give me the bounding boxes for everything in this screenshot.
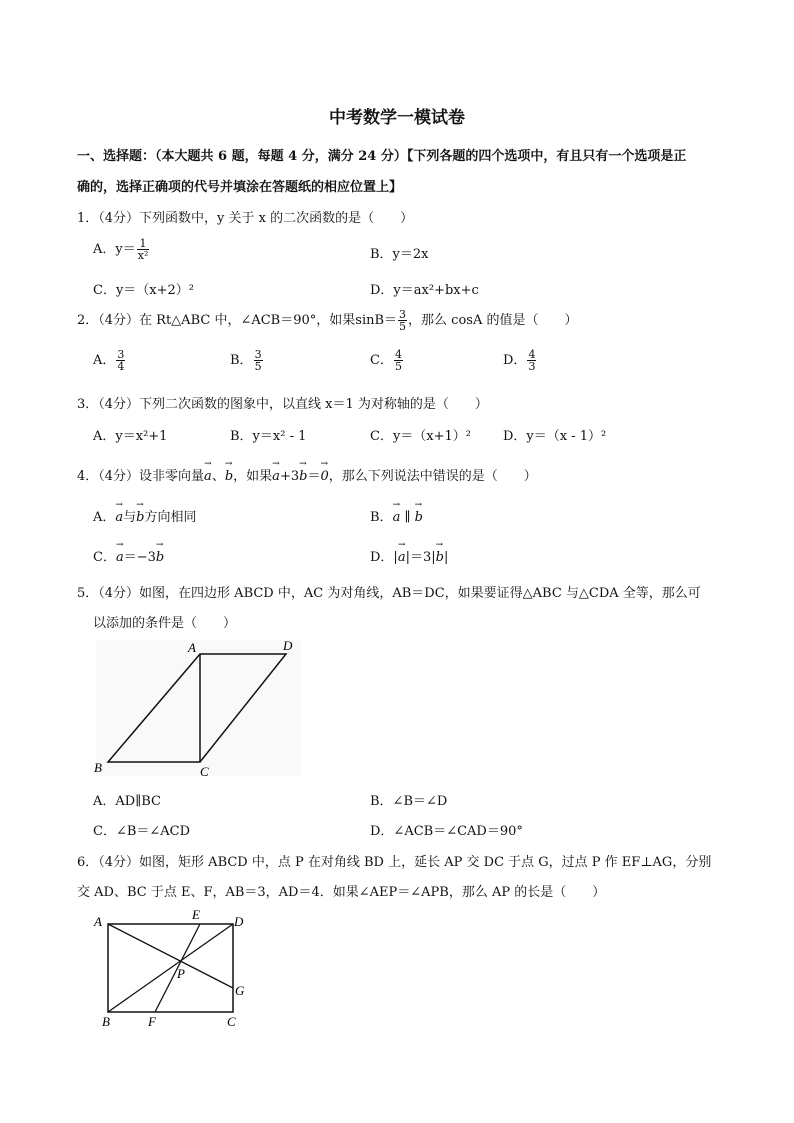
- vertex-label-c: C: [227, 1014, 236, 1029]
- question-2-option-a: [93, 349, 126, 372]
- option-text: |＝3|: [405, 550, 436, 565]
- vector-a: → a: [115, 510, 123, 525]
- denominator: 5: [254, 360, 262, 373]
- numerator: 4: [394, 348, 402, 361]
- question-6-figure: [90, 906, 255, 1031]
- question-3-option-d: D．y＝（x - 1）²: [503, 429, 607, 444]
- numerator: 3: [117, 348, 125, 361]
- question-2-option-d: [503, 349, 537, 372]
- question-5-line-1: 5．（4分）如图，在四边形 ABCD 中，AC 为对角线，AB＝DC，如果要证得△ABC 与△CDA 全等，那么可: [77, 586, 701, 601]
- question-1-option-a: [93, 238, 150, 261]
- option-label: A．: [93, 353, 116, 368]
- question-5-option-b: B．∠B＝∠D: [370, 794, 448, 809]
- vector-a: → a: [398, 550, 406, 565]
- figure-background: [96, 640, 301, 776]
- question-3-stem: 3．（4分）下列二次函数的图象中，以直线 x＝1 为对称轴的是（ ）: [77, 397, 488, 412]
- vertex-label-d: D: [234, 914, 244, 929]
- numerator: 1: [139, 237, 147, 250]
- section-heading-line-2: 确的，选择正确项的代号并填涂在答题纸的相应位置上】: [77, 180, 403, 195]
- question-3-option-a: A．y＝x²+1: [93, 429, 168, 444]
- option-label: D．: [503, 353, 527, 368]
- question-5-option-d: D．∠ACB＝∠CAD＝90°: [370, 824, 523, 839]
- option-text: ∥: [400, 510, 415, 525]
- vector-a: → a: [116, 550, 124, 565]
- question-2-stem-a: 2．（4分）在 Rt△ABC 中，∠ACB＝90°，如果sinB＝: [77, 313, 398, 328]
- fraction: [137, 238, 150, 261]
- option-label: D．|: [370, 550, 398, 565]
- vector-a: → a: [272, 469, 280, 484]
- option-text: ＝−3: [123, 550, 156, 565]
- vertex-label-c: C: [200, 764, 209, 779]
- question-4-option-d: [370, 546, 448, 565]
- question-5-line-2: 以添加的条件是（ ）: [93, 616, 237, 631]
- fraction: [394, 349, 403, 372]
- vector-a: → a: [393, 510, 401, 525]
- zero-vector: → 0: [320, 469, 328, 484]
- question-5-figure: [90, 636, 310, 781]
- question-5-option-c: C．∠B＝∠ACD: [93, 824, 191, 839]
- segment-ag: [108, 924, 233, 988]
- vertex-label-a: A: [188, 640, 196, 655]
- stem-text: 4．（4分）设非零向量: [77, 469, 205, 484]
- question-6-line-1: 6．（4分）如图，矩形 ABCD 中，点 P 在对角线 BD 上，延长 AP 交 DC 于点 G，过点 P 作 EF⊥AG，分别: [77, 855, 712, 870]
- question-4-stem: [77, 465, 537, 484]
- vector-a: → a: [204, 469, 212, 484]
- stem-text: ，那么下列说法中错误的是（ ）: [328, 469, 537, 484]
- numerator: 3: [399, 308, 407, 321]
- stem-text: ＝: [307, 469, 321, 484]
- vertex-label-a: A: [94, 914, 102, 929]
- stem-text: +3: [279, 469, 300, 484]
- numerator: 4: [528, 348, 536, 361]
- question-1-option-c: C．y＝（x+2）²: [93, 283, 194, 298]
- fraction: [116, 349, 125, 372]
- option-text: 方向相同: [144, 510, 197, 525]
- question-6-line-2: 交 AD、BC 于点 E、F，AB＝3，AD＝4．如果∠AEP＝∠APB，那么 AP 的长是（ ）: [77, 885, 606, 900]
- point-label-e: E: [192, 907, 200, 922]
- question-4-option-c: [93, 546, 164, 565]
- question-5-option-a: A．AD∥BC: [93, 794, 161, 809]
- point-label-g: G: [235, 983, 245, 998]
- option-text: 与: [123, 510, 137, 525]
- denominator: 5: [394, 360, 402, 373]
- option-label: C．: [370, 353, 393, 368]
- option-label: C．: [93, 550, 116, 565]
- vector-b: → b: [436, 550, 444, 565]
- vertex-label-d: D: [283, 638, 293, 653]
- diagonal-bd: [108, 924, 233, 1012]
- option-a-text: A．y＝: [93, 242, 136, 257]
- question-4-option-b: [370, 506, 423, 525]
- vector-b: → b: [156, 550, 164, 565]
- question-2-stem: [77, 309, 577, 332]
- denominator: 4: [117, 360, 125, 373]
- point-label-p: P: [177, 966, 185, 981]
- question-1-stem: 1．（4分）下列函数中，y 关于 x 的二次函数的是（ ）: [77, 211, 414, 226]
- fraction: [254, 349, 263, 372]
- question-3-option-c: C．y＝（x+1）²: [370, 429, 471, 444]
- denominator: 3: [528, 360, 536, 373]
- vertex-label-b: B: [102, 1014, 110, 1029]
- section-heading-line-1: 一、选择题：（本大题共 6 题，每题 4 分，满分 24 分）【下列各题的四个选项中，有且只有一个选项是正: [77, 149, 687, 164]
- point-label-f: F: [148, 1014, 156, 1029]
- option-label: A．: [93, 510, 116, 525]
- vector-b: → b: [415, 510, 423, 525]
- stem-text: 、: [211, 469, 225, 484]
- stem-text: ，如果: [233, 469, 273, 484]
- fraction: [398, 309, 407, 332]
- vector-b: → b: [136, 510, 144, 525]
- question-2-option-b: [230, 349, 264, 372]
- fraction: [527, 349, 536, 372]
- vertex-label-b: B: [94, 760, 102, 775]
- question-2-option-c: [370, 349, 404, 372]
- page-title: 中考数学一模试卷: [329, 108, 465, 128]
- question-1-option-d: D．y＝ax²+bx+c: [370, 283, 479, 298]
- option-text: |: [443, 550, 449, 565]
- question-4-option-a: [93, 506, 197, 525]
- question-3-option-b: B．y＝x² - 1: [230, 429, 307, 444]
- option-label: B．: [230, 353, 253, 368]
- denominator: x²: [137, 249, 149, 262]
- vector-b: → b: [225, 469, 233, 484]
- numerator: 3: [254, 348, 262, 361]
- option-label: B．: [370, 510, 393, 525]
- question-1-option-b: B．y＝2x: [370, 247, 429, 262]
- question-2-stem-b: ，那么 cosA 的值是（ ）: [408, 313, 578, 328]
- vector-b: → b: [299, 469, 307, 484]
- denominator: 5: [399, 320, 407, 333]
